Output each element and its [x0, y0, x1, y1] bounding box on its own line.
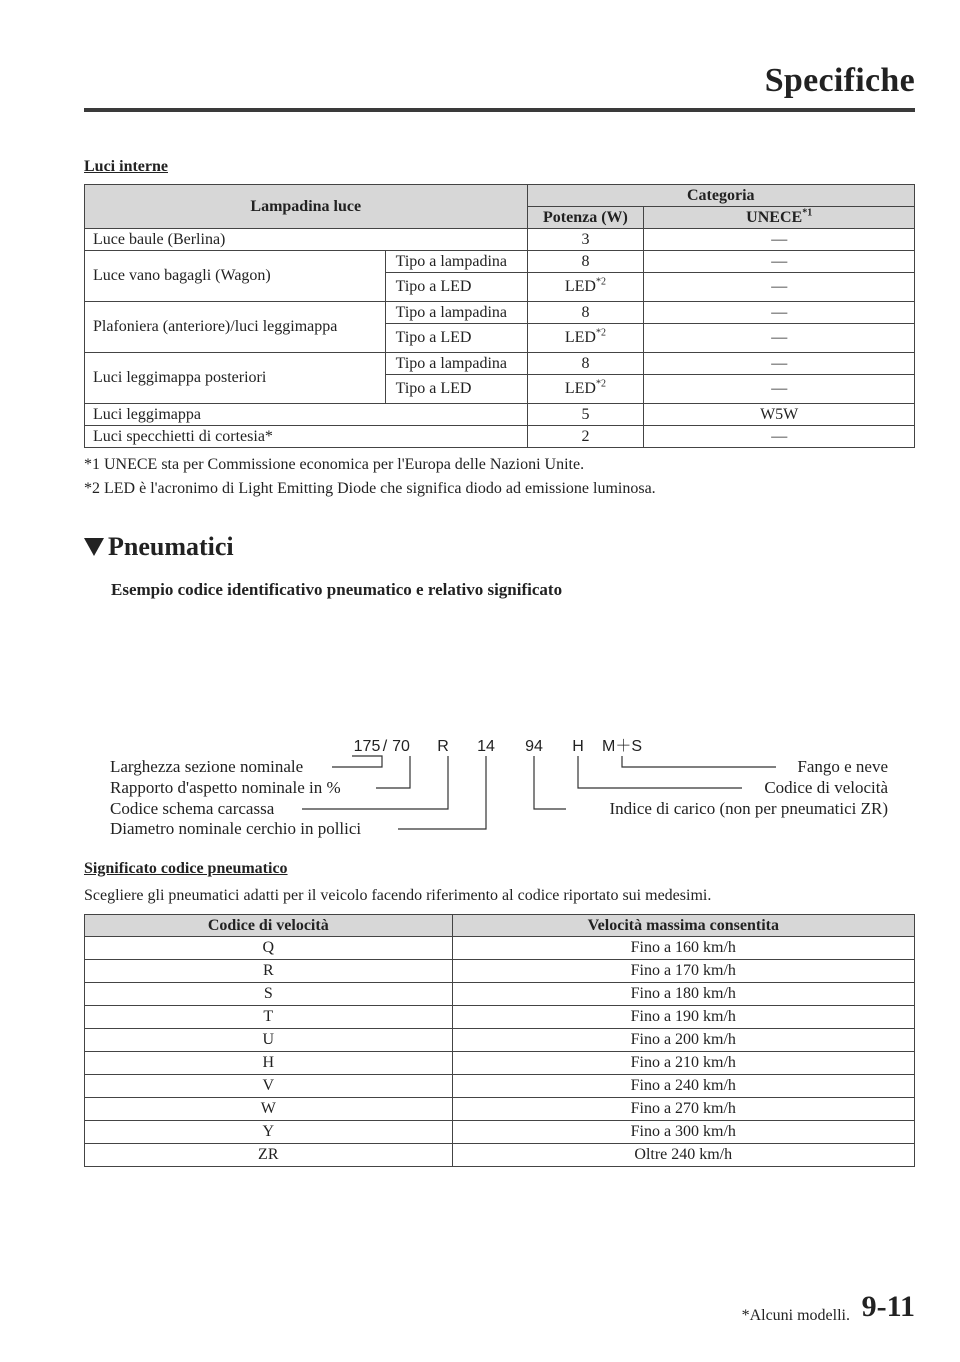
speed-code: H	[85, 1052, 453, 1075]
speed-code: ZR	[85, 1144, 453, 1167]
light-unece: —	[644, 324, 915, 353]
light-power: 5	[527, 404, 644, 426]
leader-load	[534, 756, 566, 809]
light-name: Luce baule (Berlina)	[85, 229, 528, 251]
light-power: 2	[527, 426, 644, 448]
speed-code: Q	[85, 937, 453, 960]
light-unece: —	[644, 302, 915, 324]
light-power: LED$^{*2}$	[527, 273, 644, 302]
label-load: Indice di carico (non per pneumatici ZR)	[609, 799, 888, 818]
light-type: Tipo a LED	[385, 273, 527, 302]
label-width: Larghezza sezione nominale	[110, 757, 304, 776]
header-bulb: Lampadina luce	[85, 185, 528, 229]
max-speed: Fino a 300 km/h	[452, 1121, 914, 1144]
light-unece: —	[644, 273, 915, 302]
table-row	[85, 1075, 915, 1098]
max-speed: Fino a 210 km/h	[452, 1052, 914, 1075]
table-row	[85, 983, 915, 1006]
table-row	[85, 1052, 915, 1075]
light-unece: —	[644, 229, 915, 251]
code-load: 94	[525, 738, 543, 755]
max-speed: Fino a 200 km/h	[452, 1029, 914, 1052]
light-name: Luce vano bagagli (Wagon)	[85, 251, 386, 302]
max-speed: Fino a 160 km/h	[452, 937, 914, 960]
speed-code: S	[85, 983, 453, 1006]
tire-code-diagram	[0, 720, 960, 840]
code-slash: /	[382, 738, 388, 755]
light-power: 8	[527, 251, 644, 273]
code-ms: M＋S	[601, 738, 643, 755]
light-power: 8	[527, 302, 644, 324]
leader-ratio	[376, 756, 410, 788]
light-type: Tipo a lampadina	[385, 251, 527, 273]
leader-rim	[398, 756, 486, 829]
speed-code: R	[85, 960, 453, 983]
light-power: 3	[527, 229, 644, 251]
header-power: Potenza (W)	[527, 207, 644, 229]
speed-code-title: Significato codice pneumatico	[84, 860, 288, 877]
light-name: Plafoniera (anteriore)/luci leggimappa	[85, 302, 386, 353]
table-row	[85, 1144, 915, 1167]
speed-code: V	[85, 1075, 453, 1098]
label-construction: Codice schema carcassa	[110, 799, 275, 818]
label-ms: Fango e neve	[797, 757, 888, 776]
max-speed: Fino a 190 km/h	[452, 1006, 914, 1029]
header-rule	[84, 108, 915, 112]
table-row	[85, 302, 915, 324]
label-rim: Diametro nominale cerchio in pollici	[110, 819, 362, 838]
table-row	[85, 960, 915, 983]
light-name: Luci leggimappa	[85, 404, 528, 426]
max-speed: Fino a 180 km/h	[452, 983, 914, 1006]
tire-code-subheading: Esempio codice identificativo pneumatico e relativo significato	[111, 580, 563, 599]
table-row	[85, 1098, 915, 1121]
speed-code: U	[85, 1029, 453, 1052]
triangle-down-icon	[84, 538, 104, 556]
max-speed: Fino a 270 km/h	[452, 1098, 914, 1121]
code-width: 175	[353, 738, 381, 755]
table-row	[85, 404, 915, 426]
light-type: Tipo a lampadina	[385, 353, 527, 375]
light-type: Tipo a LED	[385, 324, 527, 353]
code-construction: R	[437, 738, 449, 755]
table-row	[85, 1029, 915, 1052]
light-unece: —	[644, 426, 915, 448]
table-row	[85, 251, 915, 273]
interior-lights-table	[84, 184, 915, 448]
label-speed: Codice di velocità	[764, 778, 888, 797]
table-row	[85, 1121, 915, 1144]
speed-code-description: Scegliere gli pneumatici adatti per il veicolo facendo riferimento al codice riportato sui medesimi.	[84, 887, 712, 904]
light-unece: —	[644, 375, 915, 404]
leader-width	[332, 756, 382, 767]
footer-note: *Alcuni modelli.	[741, 1307, 850, 1324]
page-title: Specifiche	[764, 62, 915, 99]
header-category: Categoria	[527, 185, 915, 207]
speed-code: T	[85, 1006, 453, 1029]
table-row	[85, 1006, 915, 1029]
speed-code: Y	[85, 1121, 453, 1144]
header-unece: UNECE$^{*1}$	[644, 207, 915, 229]
footnote-2: *2 LED è l'acronimo di Light Emitting Diode che significa diodo ad emissione luminosa.	[84, 480, 656, 497]
code-speed: H	[572, 738, 584, 755]
interior-lights-title: Luci interne	[84, 158, 168, 175]
code-rim: 14	[477, 738, 495, 755]
speed-code-table	[84, 914, 915, 1167]
light-unece: —	[644, 353, 915, 375]
footnote-1: *1 UNECE sta per Commissione economica per l'Europa delle Nazioni Unite.	[84, 456, 585, 473]
header-max-speed: Velocità massima consentita	[452, 915, 914, 937]
light-unece: —	[644, 251, 915, 273]
light-name: Luci leggimappa posteriori	[85, 353, 386, 404]
table-row	[85, 937, 915, 960]
light-type: Tipo a lampadina	[385, 302, 527, 324]
leader-ms	[622, 756, 776, 767]
light-name: Luci specchietti di cortesia*	[85, 426, 528, 448]
max-speed: Fino a 240 km/h	[452, 1075, 914, 1098]
table-row	[85, 229, 915, 251]
speed-code: W	[85, 1098, 453, 1121]
light-power: LED$^{*2}$	[527, 324, 644, 353]
table-row	[85, 353, 915, 375]
light-unece: W5W	[644, 404, 915, 426]
light-type: Tipo a LED	[385, 375, 527, 404]
light-power: LED$^{*2}$	[527, 375, 644, 404]
header-speed-code: Codice di velocità	[85, 915, 453, 937]
label-ratio: Rapporto d'aspetto nominale in %	[110, 778, 341, 797]
page-number: 9-11	[861, 1290, 915, 1323]
table-row	[85, 426, 915, 448]
code-ratio: 70	[392, 738, 410, 755]
light-power: 8	[527, 353, 644, 375]
max-speed: Oltre 240 km/h	[452, 1144, 914, 1167]
max-speed: Fino a 170 km/h	[452, 960, 914, 983]
tires-section-title: Pneumatici	[84, 532, 234, 562]
leader-speed	[578, 756, 742, 788]
